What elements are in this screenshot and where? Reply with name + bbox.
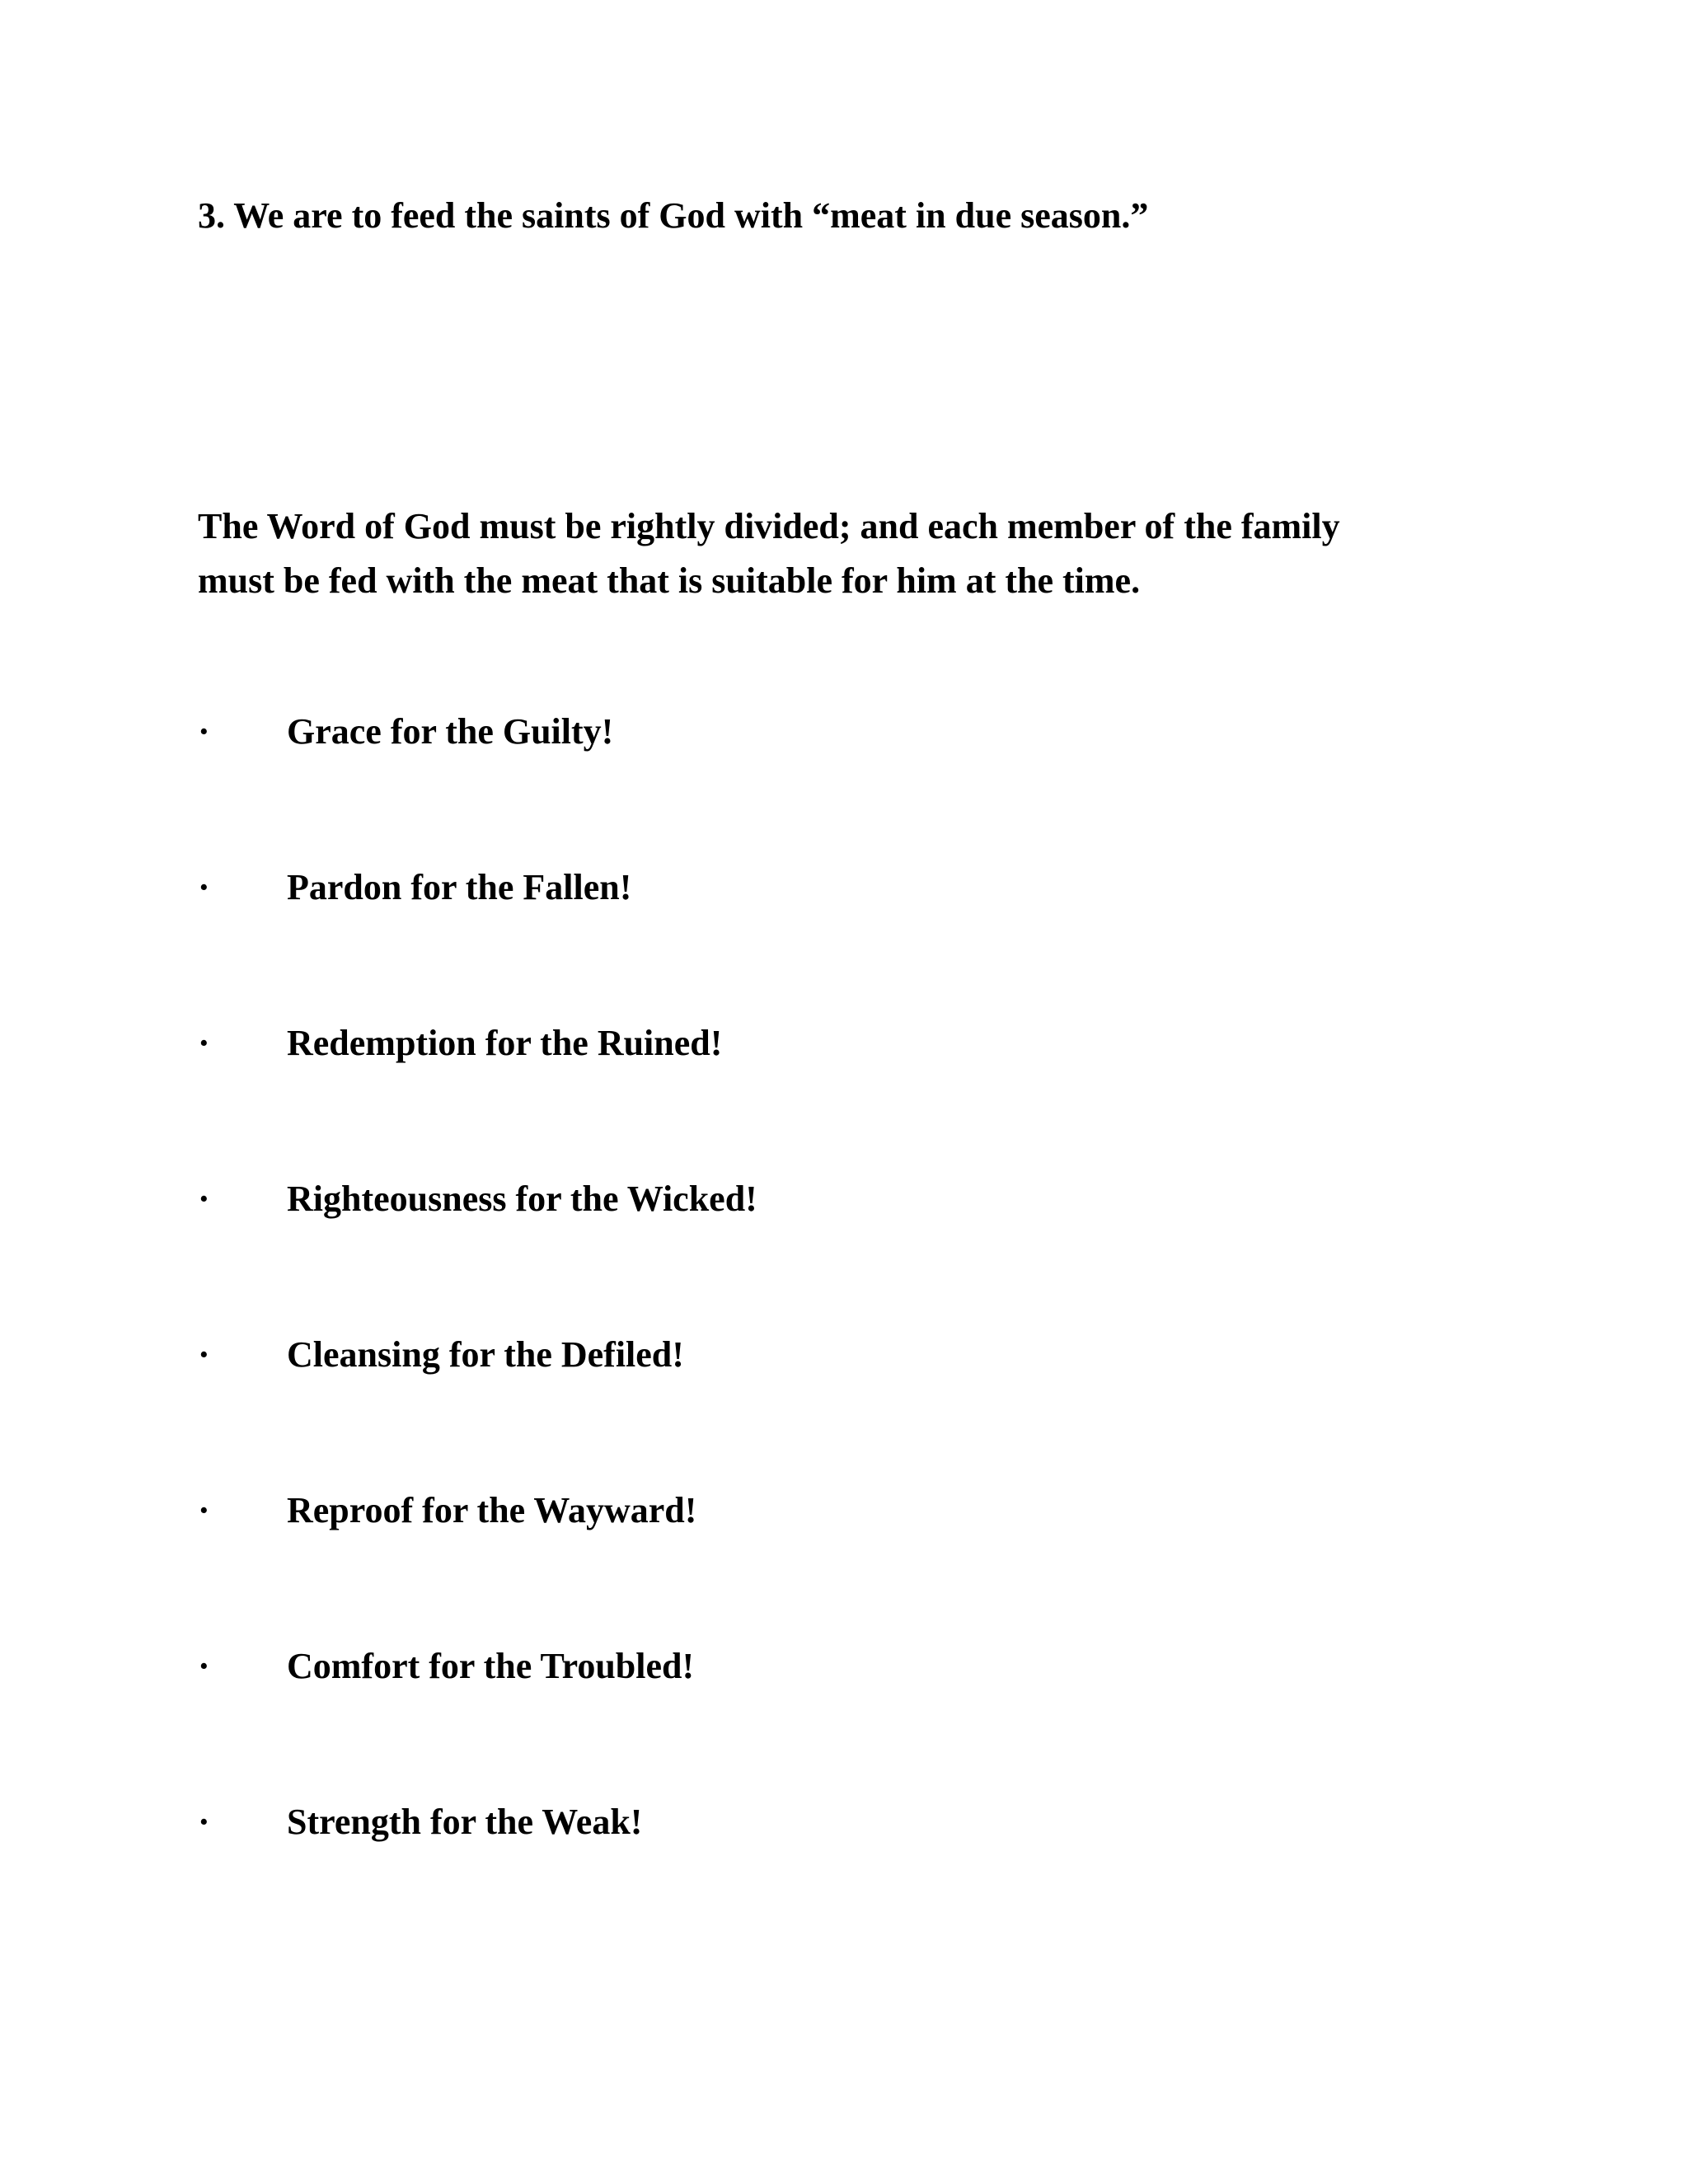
body-paragraph <box>198 499 1484 608</box>
section-heading: 3. We are to feed the saints of God with “meat in due season.” <box>198 195 1149 236</box>
list-item-text: Reproof for the Wayward! <box>287 1490 697 1530</box>
bullet-icon: · <box>198 1490 210 1530</box>
bullet-icon: · <box>198 1334 210 1375</box>
paragraph-line: The Word of God must be rightly divided; and each member of the family <box>198 506 1340 546</box>
list-item-text: Comfort for the Troubled! <box>287 1646 695 1686</box>
list-item-text: Cleansing for the Defiled! <box>287 1334 684 1375</box>
paragraph-line: must be fed with the meat that is suitable for him at the time. <box>198 560 1141 601</box>
list-item-text: Grace for the Guilty! <box>287 711 614 752</box>
bullet-icon: · <box>198 1646 210 1686</box>
bullet-icon: · <box>198 711 210 752</box>
list-item-text: Pardon for the Fallen! <box>287 867 632 907</box>
bullet-icon: · <box>198 867 210 907</box>
bullet-icon: · <box>198 1802 210 1842</box>
list-item-text: Redemption for the Ruined! <box>287 1023 723 1063</box>
list-item-text: Righteousness for the Wicked! <box>287 1179 757 1219</box>
bullet-icon: · <box>198 1179 210 1219</box>
list-item-text: Strength for the Weak! <box>287 1802 643 1842</box>
bullet-icon: · <box>198 1023 210 1063</box>
